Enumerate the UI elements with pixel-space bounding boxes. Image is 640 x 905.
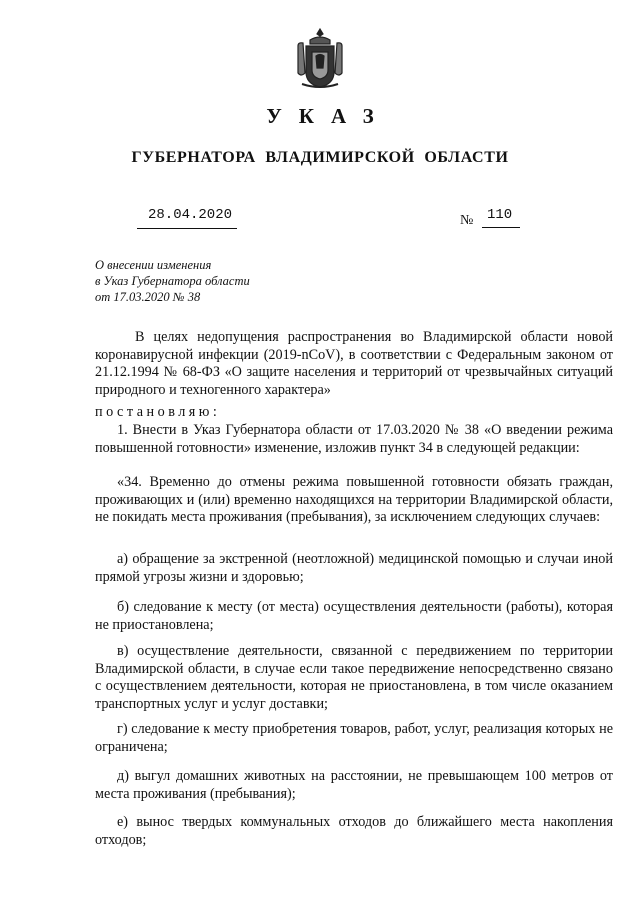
preamble-paragraph: В целях недопущения распространения во Владимирской области новой коронавирусной инфекции (2019-nCoV), в соответствии с Федеральным законом от 21.12.1994 № 68-ФЗ «О защите населения и территорий от чрезвычайных ситуаций природного и техногенного характера»: [95, 329, 613, 399]
document-date: 28.04.2020: [148, 207, 233, 223]
document-number: 110: [487, 207, 513, 223]
date-underline: [137, 228, 237, 229]
subject-line: от 17.03.2020 № 38: [95, 290, 201, 304]
resolve-word: постановляю:: [95, 404, 221, 420]
case-d-paragraph: г) следование к месту приобретения товаров, работ, услуг, реализация которых не ограничена;: [95, 721, 613, 755]
document-title: УКАЗ: [266, 104, 391, 128]
item-34-paragraph: «34. Временно до отмены режима повышенной готовности обязать граждан, проживающих и (или) временно находящихся на территории Владимирской области, не покидать места проживания (пребывания), за исключением следующих случаев:: [95, 474, 613, 526]
case-a-paragraph: а) обращение за экстренной (неотложной) медицинской помощью и случаи иной прямой угрозы жизни и здоровью;: [95, 551, 613, 585]
case-b-paragraph: б) следование к месту (от места) осуществления деятельности (работы), которая не приостановлена;: [95, 599, 613, 633]
document-subject: [95, 257, 250, 305]
case-c-paragraph: в) осуществление деятельности, связанной с передвижением по территории Владимирской области, в случае если такое передвижение непосредственно связано с осуществлением деятельности, которая не приостановлена, в том числе оказанием транспортных услуг и услуг доставки;: [95, 643, 613, 713]
case-f-paragraph: е) вынос твердых коммунальных отходов до ближайшего места накопления отходов;: [95, 814, 613, 848]
number-sign: №: [460, 213, 474, 228]
coat-of-arms-emblem: [292, 26, 348, 90]
number-underline: [482, 227, 520, 228]
item-1-paragraph: 1. Внести в Указ Губернатора области от 17.03.2020 № 38 «О введении режима повышенной готовности» изменение, изложив пункт 34 в следующей редакции:: [95, 422, 613, 456]
case-e-paragraph: д) выгул домашних животных на расстоянии, не превышающем 100 метров от места проживания (пребывания);: [95, 768, 613, 802]
subject-line: в Указ Губернатора области: [95, 274, 250, 288]
subject-line: О внесении изменения: [95, 258, 212, 272]
document-subtitle: ГУБЕРНАТОРА ВЛАДИМИРСКОЙ ОБЛАСТИ: [131, 149, 509, 166]
